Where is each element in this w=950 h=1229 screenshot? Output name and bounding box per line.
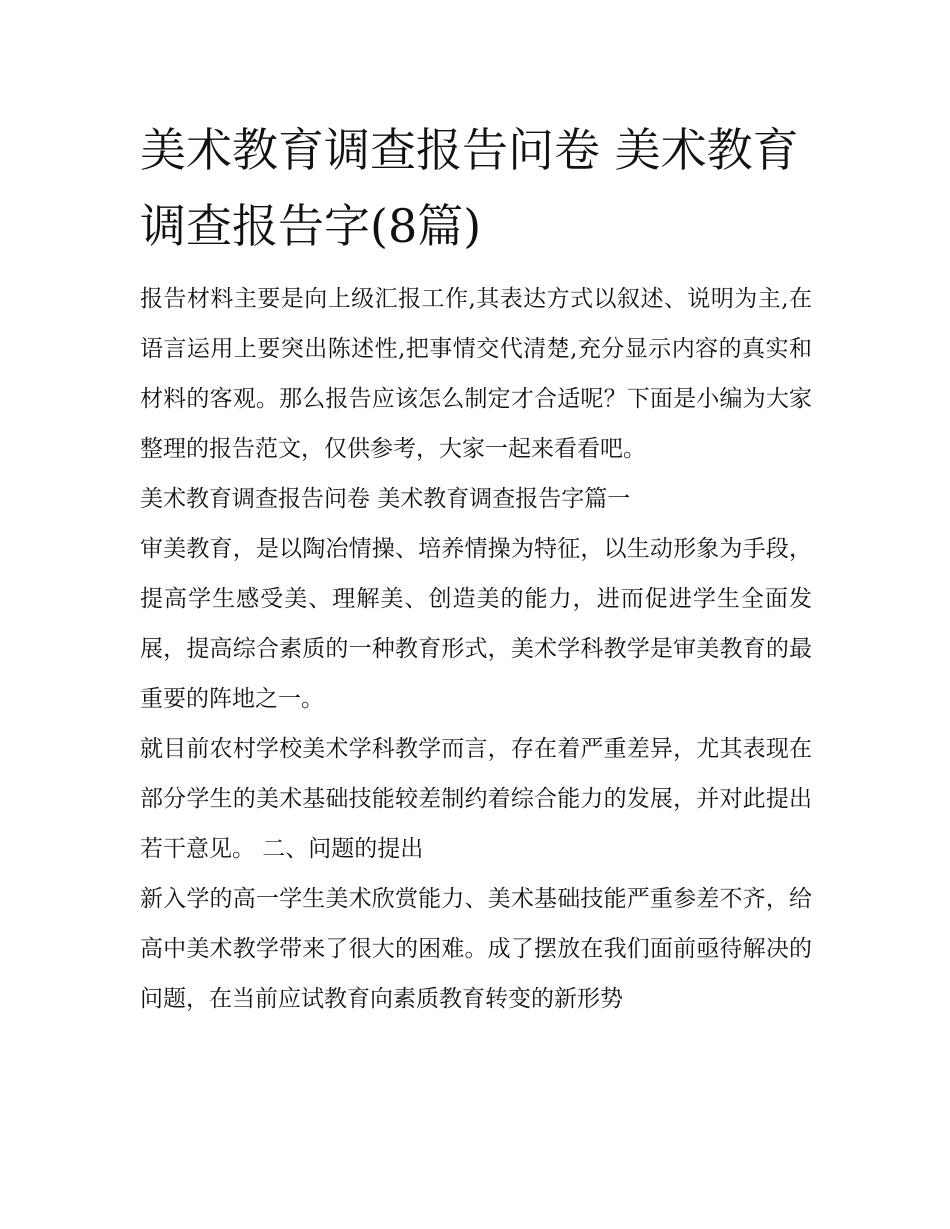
- document-body: [140, 274, 812, 1024]
- section-heading: 美术教育调查报告问卷 美术教育调查报告字篇一: [140, 486, 631, 512]
- document-content: [140, 112, 812, 1024]
- document-title: 美术教育调查报告问卷 美术教育调查报告字(8篇): [140, 123, 799, 253]
- body-paragraph: 审美教育，是以陶冶情操、培养情操为特征，以生动形象为手段，提高学生感受美、理解美、创造美的能力，进而促进学生全面发展，提高综合素质的一种教育形式，美术学科教学是审美教育的最重要的阵地之一。: [140, 536, 812, 712]
- intro-paragraph: 报告材料主要是向上级汇报工作,其表达方式以叙述、说明为主,在语言运用上要突出陈述性,把事情交代清楚,充分显示内容的真实和材料的客观。那么报告应该怎么制定才合适呢？下面是小编为大家整理的报告范文，仅供参考，大家一起来看看吧。: [140, 286, 812, 462]
- body-paragraph: 新入学的高一学生美术欣赏能力、美术基础技能严重参差不齐，给高中美术教学带来了很大的困难。成了摆放在我们面前亟待解决的问题，在当前应试教育向素质教育转变的新形势: [140, 886, 812, 1012]
- body-paragraph: 就目前农村学校美术学科教学而言，存在着严重差异，尤其表现在部分学生的美术基础技能较差制约着综合能力的发展，并对此提出若干意见。 二、问题的提出: [140, 736, 812, 862]
